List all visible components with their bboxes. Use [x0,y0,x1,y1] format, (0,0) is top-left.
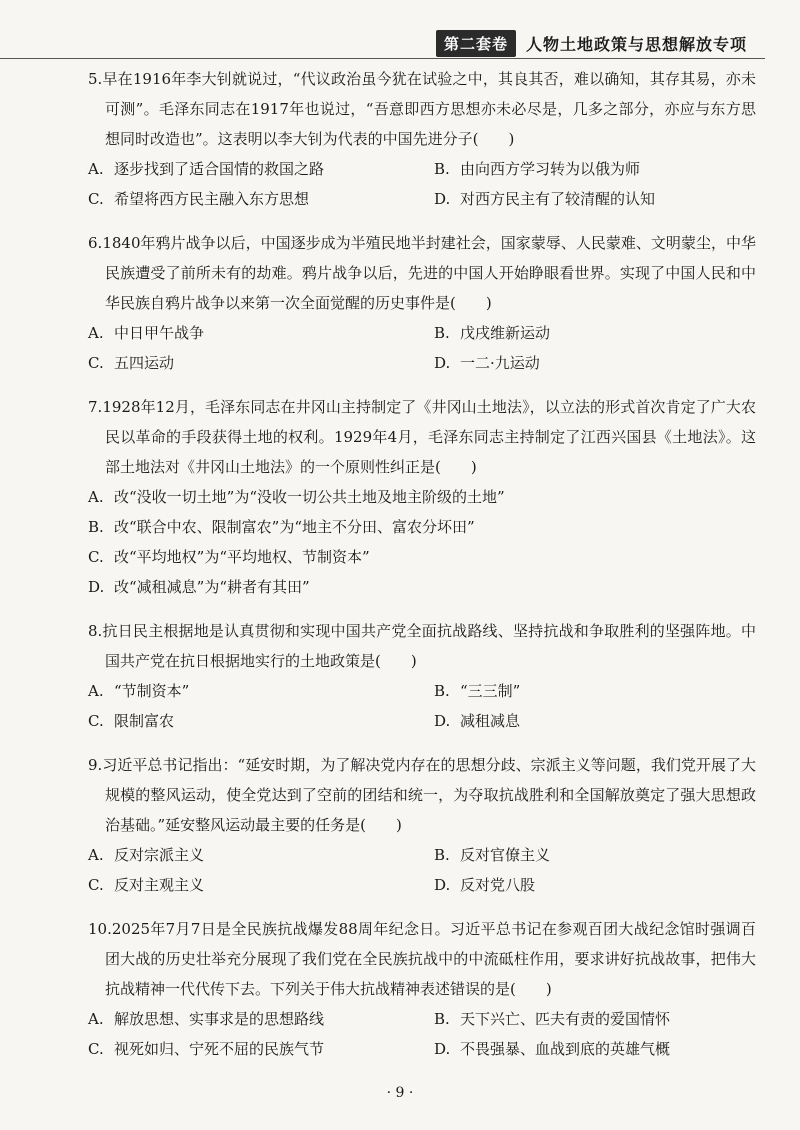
question-number: 5. [88,70,103,88]
option-label: B. [434,1010,450,1028]
option-label: C. [88,712,104,730]
option-text: 五四运动 [114,354,175,372]
option-label: A. [88,682,104,700]
question-7 [88,392,756,602]
option-d[interactable] [434,348,756,378]
option-a[interactable] [88,676,434,706]
option-text: 中日甲午战争 [114,324,205,342]
page-header [436,30,747,56]
option-c[interactable] [88,542,756,572]
option-label: A. [88,324,104,342]
question-text: 抗日民主根据地是认真贯彻和实现中国共产党全面抗战路线、坚持抗战和争取胜利的坚强阵地。中国共产党在抗日根据地实行的土地政策是( ) [102,622,756,670]
option-label: A. [88,160,104,178]
option-text: 反对官僚主义 [460,846,551,864]
question-5 [88,64,756,214]
option-text: 希望将西方民主融入东方思想 [114,190,310,208]
question-text: 1840年鸦片战争以后，中国逐步成为半殖民地半封建社会，国家蒙辱、人民蒙难、文明蒙尘，中华民族遭受了前所未有的劫难。鸦片战争以后，先进的中国人开始睁眼看世界。实现了中国人民和中华民族自鸦片战争以来第一次全面觉醒的历史事件是( ) [102,234,756,312]
option-d[interactable] [434,1034,756,1064]
question-6 [88,228,756,378]
page-number: · 9 · [386,1085,414,1101]
option-text: 改“减租减息”为“耕者有其田” [114,578,310,596]
option-label: B. [434,324,450,342]
question-number: 10. [88,920,112,938]
option-text: 天下兴亡、匹夫有责的爱国情怀 [460,1010,671,1028]
question-number: 9. [88,756,103,774]
option-b[interactable] [434,1004,756,1034]
option-b[interactable] [434,318,756,348]
option-text: “节制资本” [114,682,190,700]
question-number: 8. [88,622,103,640]
question-text: 2025年7月7日是全民族抗战爆发88周年纪念日。习近平总书记在参观百团大战纪念馆时强调百团大战的历史壮举充分展现了我们党在全民族抗战中的中流砥柱作用，要求讲好抗战故事，把伟大抗战精神一代代传下去。下列关于伟大抗战精神表述错误的是( ) [105,920,756,998]
section-title: 人物土地政策与思想解放专项 [526,34,748,54]
option-label: C. [88,354,104,372]
option-text: 解放思想、实事求是的思想路线 [114,1010,325,1028]
option-d[interactable] [88,572,756,602]
option-label: B. [434,846,450,864]
question-stem [88,392,756,482]
option-label: D. [88,578,105,596]
option-a[interactable] [88,482,756,512]
paper-badge: 第二套卷 [436,30,516,57]
option-a[interactable] [88,318,434,348]
option-text: 改“没收一切土地”为“没收一切公共土地及地主阶级的土地” [114,488,505,506]
question-list [88,64,756,1078]
question-text: 早在1916年李大钊就说过，“代议政治虽今犹在试验之中，其良其否，难以确知，其存其易，亦未可测”。毛泽东同志在1917年也说过，“吾意即西方思想亦未必尽是，几多之部分，亦应与东方思想同时改造也”。这表明以李大钊为代表的中国先进分子( ) [102,70,756,148]
question-number: 7. [88,398,103,416]
option-text: 减租减息 [460,712,521,730]
option-b[interactable] [434,676,756,706]
option-label: A. [88,846,104,864]
option-c[interactable] [88,348,434,378]
option-label: B. [88,518,104,536]
option-label: C. [88,1040,104,1058]
option-label: C. [88,190,104,208]
option-label: D. [434,712,451,730]
option-text: “三三制” [460,682,521,700]
question-stem [88,914,756,1004]
option-d[interactable] [434,184,756,214]
option-text: 限制富农 [114,712,175,730]
option-b[interactable] [434,154,756,184]
option-label: A. [88,1010,104,1028]
option-a[interactable] [88,1004,434,1034]
question-stem [88,616,756,676]
option-text: 反对宗派主义 [114,846,205,864]
option-text: 视死如归、宁死不屈的民族气节 [114,1040,325,1058]
option-text: 由向西方学习转为以俄为师 [460,160,641,178]
option-text: 反对主观主义 [114,876,205,894]
option-text: 反对党八股 [460,876,536,894]
question-text: 1928年12月，毛泽东同志在井冈山主持制定了《井冈山土地法》，以立法的形式首次肯定了广大农民以革命的手段获得土地的权利。1929年4月，毛泽东同志主持制定了江西兴国县《土地法》。这部土地法对《井冈山土地法》的一个原则性纠正是( ) [102,398,756,476]
option-a[interactable] [88,840,434,870]
option-label: B. [434,160,450,178]
option-text: 戊戌维新运动 [460,324,551,342]
option-c[interactable] [88,1034,434,1064]
question-stem [88,750,756,840]
option-text: 逐步找到了适合国情的救国之路 [114,160,325,178]
question-number: 6. [88,234,103,252]
question-10 [88,914,756,1064]
question-text: 习近平总书记指出：“延安时期，为了解决党内存在的思想分歧、宗派主义等问题，我们党开展了大规模的整风运动，使全党达到了空前的团结和统一，为夺取抗战胜利和全国解放奠定了强大思想政治基础。”延安整风运动最主要的任务是( ) [102,756,756,834]
question-9 [88,750,756,900]
question-stem [88,64,756,154]
option-b[interactable] [434,840,756,870]
option-d[interactable] [434,706,756,736]
question-8 [88,616,756,736]
header-divider [0,58,765,59]
option-label: B. [434,682,450,700]
option-text: 改“平均地权”为“平均地权、节制资本” [114,548,370,566]
option-label: C. [88,548,104,566]
question-stem [88,228,756,318]
option-text: 对西方民主有了较清醒的认知 [460,190,656,208]
option-b[interactable] [88,512,756,542]
option-text: 不畏强暴、血战到底的英雄气概 [460,1040,671,1058]
option-text: 一二·九运动 [460,354,540,372]
option-label: A. [88,488,104,506]
option-c[interactable] [88,184,434,214]
option-label: C. [88,876,104,894]
option-text: 改“联合中农、限制富农”为“地主不分田、富农分坏田” [114,518,475,536]
option-label: D. [434,354,451,372]
option-d[interactable] [434,870,756,900]
option-label: D. [434,1040,451,1058]
option-c[interactable] [88,870,434,900]
option-a[interactable] [88,154,434,184]
option-label: D. [434,876,451,894]
option-c[interactable] [88,706,434,736]
option-label: D. [434,190,451,208]
